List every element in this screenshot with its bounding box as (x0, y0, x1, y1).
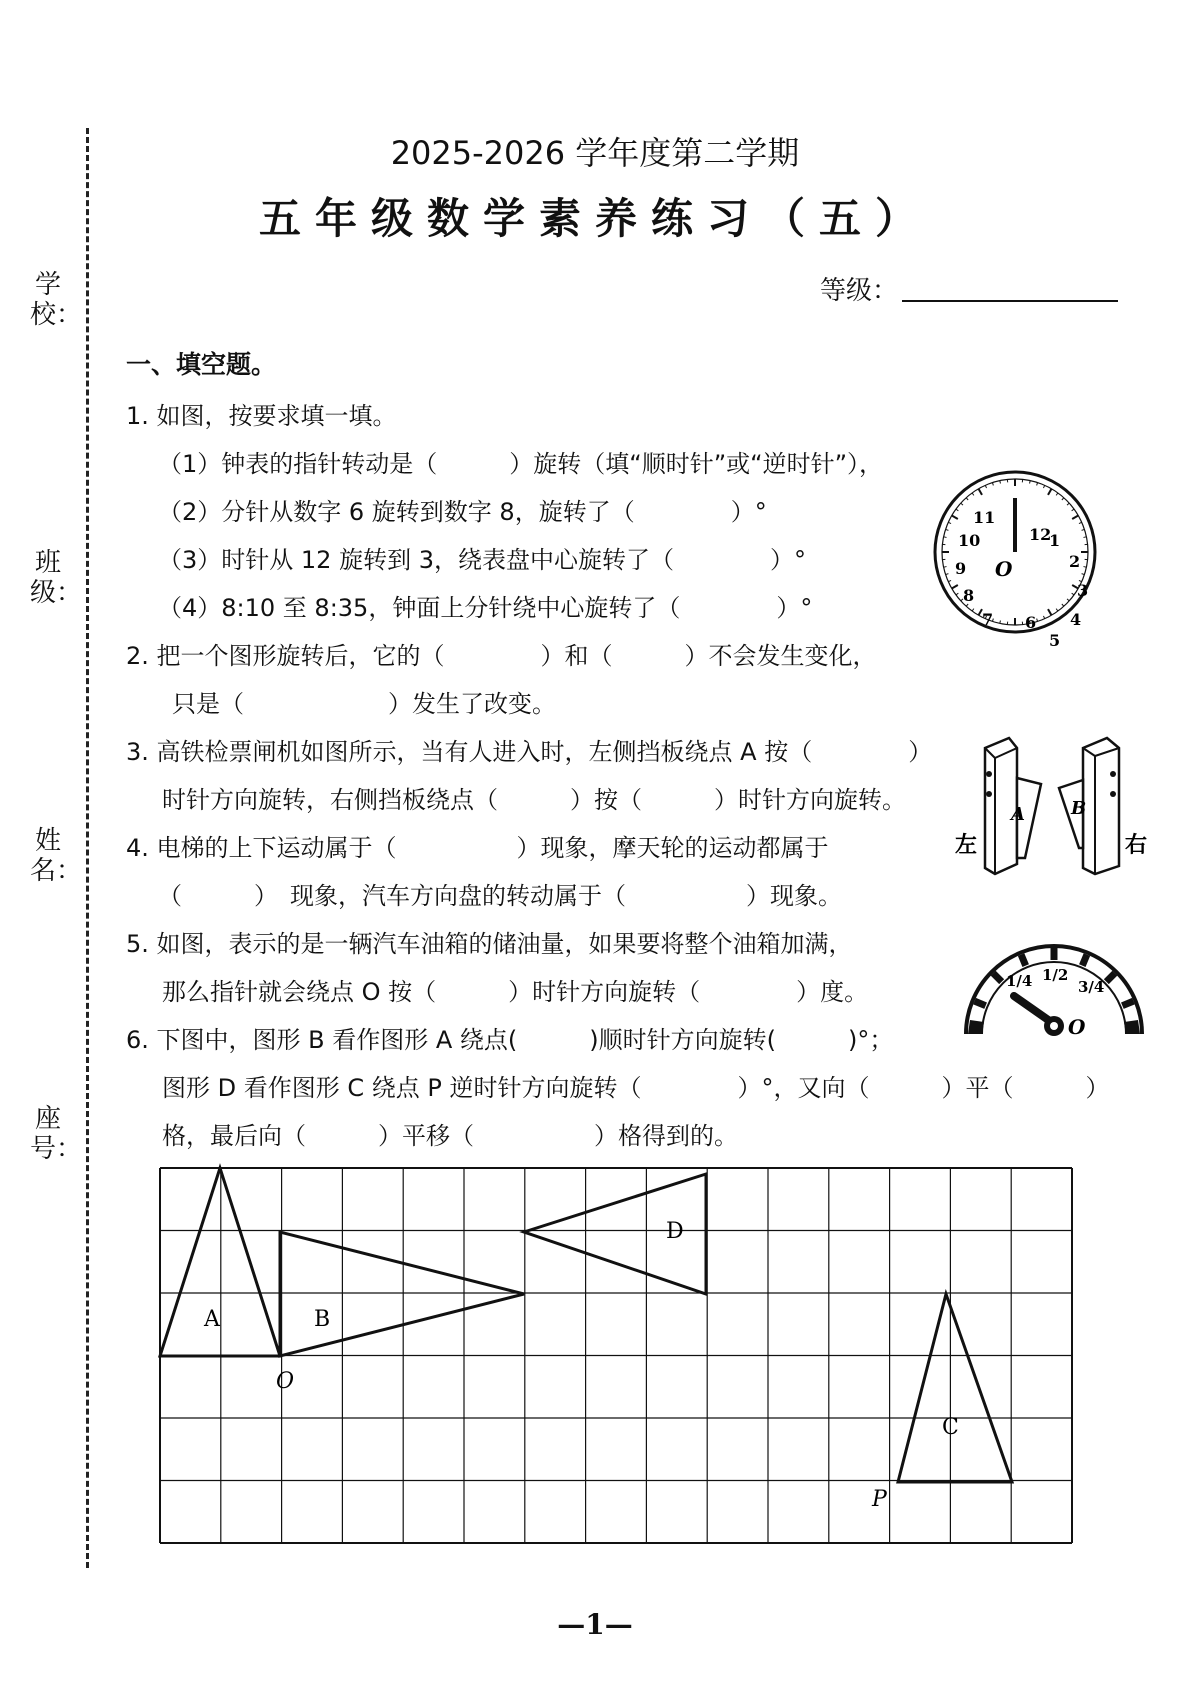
clock-tick (1000, 481, 1001, 484)
clock-tick (1037, 483, 1038, 486)
name-label: 姓名： (30, 826, 83, 886)
clock-tick (992, 483, 993, 486)
clock-numeral: 10 (958, 531, 981, 550)
gauge-full-mark (1124, 1020, 1140, 1034)
clock-tick (946, 529, 949, 530)
q1-part2: （2）分针从数字 6 旋转到数字 8，旋转了（ ）° (158, 498, 767, 526)
clock-tick (1083, 537, 1086, 538)
clock-tick (944, 537, 947, 538)
grid-figure (160, 1168, 1080, 1558)
point-p-label: P (872, 1487, 887, 1512)
q1-part1: （1）钟表的指针转动是（ ）旋转（填“顺时针”或“逆时针”）， (158, 450, 884, 478)
page-number: —1— (557, 1608, 633, 1641)
clock-numeral: 4 (1070, 610, 1082, 629)
clock-tick (1048, 489, 1052, 495)
clock-numeral: 8 (963, 586, 975, 605)
grade-blank[interactable] (902, 300, 1118, 302)
clock-tick (1072, 593, 1074, 595)
clock-tick (1072, 516, 1078, 520)
gate-figure (955, 738, 1155, 878)
clock-tick (948, 522, 951, 523)
gauge-tick (993, 973, 1001, 981)
shape-a (160, 1168, 280, 1356)
gauge-label: 1/2 (1042, 966, 1069, 984)
gauge-tick (975, 1001, 986, 1006)
clock-tick (1067, 503, 1069, 505)
shape-c-label: C (942, 1415, 959, 1440)
clock-tick (961, 503, 963, 505)
class-label: 班级： (30, 548, 83, 608)
clock-tick (985, 485, 986, 488)
clock-tick (972, 493, 974, 495)
shape-a-label: A (204, 1307, 220, 1332)
shape-b-label: B (314, 1307, 331, 1332)
q6-line1: 6. 下图中，图形 B 看作图形 A 绕点( )顺时针方向旋转( )°； (126, 1026, 894, 1054)
school-year: 2025-2026 学年度第二学期 (390, 134, 800, 172)
clock-numeral: 12 (1029, 525, 1052, 544)
q1-stem: 1. 如图，按要求填一填。 (126, 402, 397, 430)
q1-part3: （3）时针从 12 旋转到 3，绕表盘中心旋转了（ ）° (158, 546, 806, 574)
q4-line1: 4. 电梯的上下运动属于（ ）现象，摩天轮的运动都属于 (126, 834, 829, 862)
clock-tick (1067, 599, 1069, 601)
q6-line3: 格，最后向（ ）平移（ ）格得到的。 (162, 1122, 738, 1150)
clock-tick (1082, 529, 1085, 530)
clock-center-label: O (995, 557, 1013, 581)
q1-part4: （4）8:10 至 8:35，钟面上分针绕中心旋转了（ ）° (158, 594, 813, 622)
clock-tick (1043, 485, 1044, 488)
q3-line1: 3. 高铁检票闸机如图所示，当有人进入时，左侧挡板绕点 A 按（ ） (126, 738, 933, 766)
clock-tick (1082, 574, 1085, 575)
clock-tick (1056, 609, 1058, 611)
gauge-pivot-center (1050, 1022, 1058, 1030)
clock-tick (1048, 609, 1052, 615)
right-pillar-dot (1110, 771, 1116, 777)
clock-tick (979, 489, 983, 495)
clock-numeral: 5 (1049, 631, 1061, 650)
q4-line2: （ ） 现象，汽车方向盘的转动属于（ ）现象。 (158, 882, 842, 910)
clock-tick (972, 609, 974, 611)
q2-line2: 只是（ ）发生了改变。 (172, 690, 556, 718)
left-pillar-dot (986, 771, 992, 777)
gauge-center-label: O (1068, 1015, 1086, 1039)
fuel-gauge-figure (958, 926, 1150, 1042)
right-gate-pillar (1083, 738, 1119, 874)
clock-tick (952, 516, 958, 520)
q5-line1: 5. 如图，表示的是一辆汽车油箱的储油量，如果要将整个油箱加满， (126, 930, 853, 958)
clock-numeral: 3 (1077, 581, 1089, 600)
gauge-tick (1021, 955, 1026, 966)
gate-right-label: 右 (1125, 832, 1148, 858)
clock-numeral: 9 (955, 559, 967, 578)
gauge-empty-mark (968, 1020, 984, 1034)
clock-tick (1043, 616, 1044, 619)
gate-left-label: 左 (955, 832, 978, 858)
seat-label: 座号： (30, 1104, 83, 1164)
grid-lines (160, 1168, 1072, 1543)
clock-tick (1037, 619, 1038, 622)
clock-tick (946, 574, 949, 575)
clock-tick (1030, 481, 1031, 484)
gauge-tick (1082, 955, 1087, 966)
clock-tick (1072, 509, 1074, 511)
point-o-label: O (276, 1369, 295, 1394)
clock-numeral: 7 (982, 610, 994, 629)
shape-c (898, 1294, 1012, 1482)
grade-label: 等级： (820, 276, 899, 306)
clock-tick (1056, 493, 1058, 495)
clock-numeral: 1 (1049, 531, 1061, 550)
clock-tick (1062, 604, 1064, 606)
clock-numeral: 11 (973, 508, 996, 527)
clock-tick (956, 509, 958, 511)
clock-tick (956, 593, 958, 595)
gauge-tick (1106, 973, 1114, 981)
left-pillar-dot (986, 791, 992, 797)
page-title: 五年级数学素养练习（五） (258, 194, 931, 243)
clock-tick (952, 585, 958, 589)
section-title: 一、填空题。 (126, 350, 277, 379)
gauge-tick (1122, 1001, 1133, 1006)
clock-tick (944, 567, 947, 568)
clock-tick (966, 498, 968, 500)
gate-point-b: B (1071, 798, 1087, 819)
clock-figure (925, 468, 1105, 650)
q2-line1: 2. 把一个图形旋转后，它的（ ）和（ ）不会发生变化， (126, 642, 877, 670)
clock-numeral: 6 (1025, 613, 1037, 632)
gauge-label: 1/4 (1006, 972, 1033, 990)
gate-point-a: A (1011, 804, 1025, 825)
binding-line (86, 128, 89, 1568)
gauge-label: 3/4 (1078, 978, 1105, 996)
clock-tick (1062, 498, 1064, 500)
shape-d-label: D (666, 1219, 684, 1244)
q3-line2: 时针方向旋转，右侧挡板绕点（ ）按（ ）时针方向旋转。 (162, 786, 906, 814)
clock-tick (948, 580, 951, 581)
clock-tick (1000, 620, 1001, 623)
clock-numeral: 2 (1069, 552, 1081, 571)
q5-line2: 那么指针就会绕点 O 按（ ）时针方向旋转（ ）度。 (162, 978, 869, 1006)
clock-tick (1083, 567, 1086, 568)
q6-line2: 图形 D 看作图形 C 绕点 P 逆时针方向旋转（ ）°，又向（ ）平（ ） (162, 1074, 1110, 1102)
clock-tick (1079, 522, 1082, 523)
right-pillar-dot (1110, 791, 1116, 797)
school-label: 学校： (30, 270, 83, 330)
shape-b (280, 1232, 524, 1356)
